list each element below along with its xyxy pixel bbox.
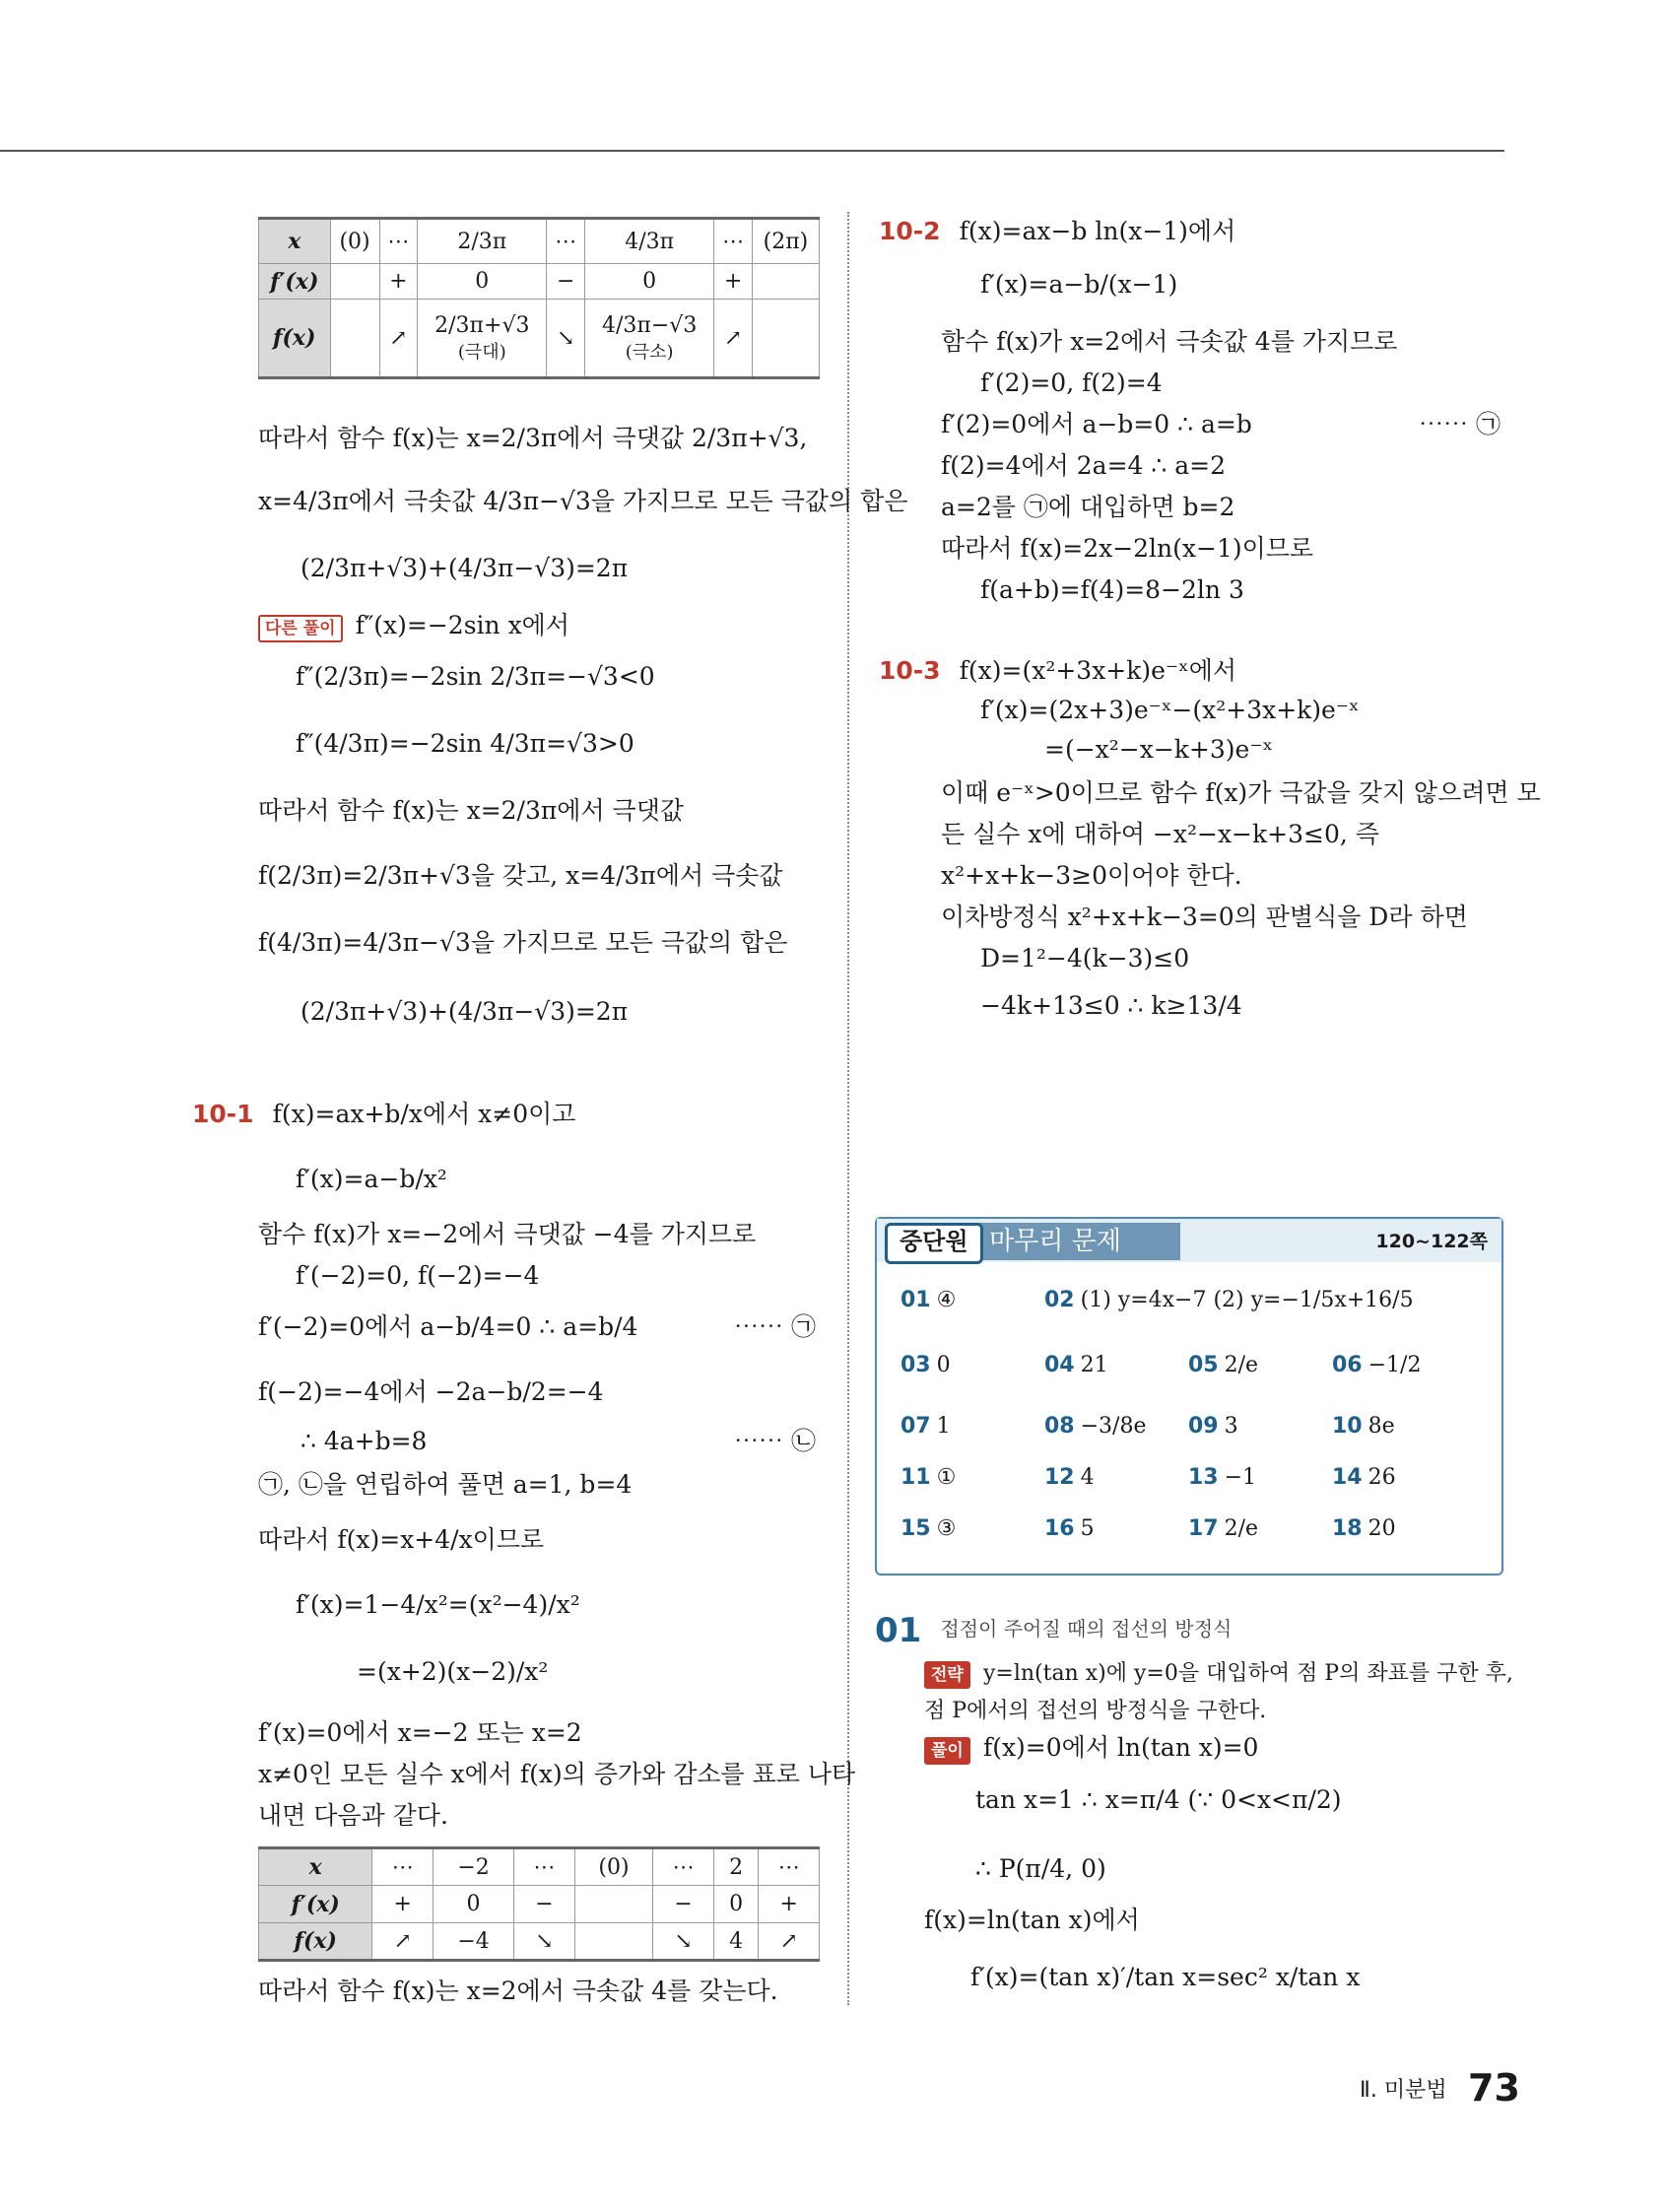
- cell: 0: [418, 264, 547, 300]
- text-line: 따라서 함수 f(x)는 x=2/3π에서 극댓값 2/3π+√3,: [258, 424, 808, 452]
- cell: +: [714, 264, 753, 300]
- text-line: x²+x+k−3≥0이어야 한다.: [941, 861, 1242, 890]
- cell: [574, 1886, 653, 1923]
- equation: f(−2)=−4에서 −2a−b/2=−4: [258, 1377, 604, 1406]
- solution-tag: 풀이: [924, 1737, 970, 1765]
- answer-value: 1: [936, 1414, 951, 1439]
- answer-number: 15: [901, 1516, 931, 1541]
- text-line: x=4/3π에서 극솟값 4/3π−√3을 가지므로 모든 극값의 합은: [258, 487, 908, 515]
- cell: 0: [585, 264, 714, 300]
- answer-number: 02: [1044, 1288, 1075, 1312]
- text-line: 내면 다음과 같다.: [258, 1801, 448, 1830]
- equation: ∴ P(π/4, 0): [975, 1854, 1106, 1883]
- answer-value: 2/e: [1224, 1516, 1259, 1541]
- cell-note: (극대): [457, 341, 506, 363]
- cell: −2: [433, 1848, 513, 1886]
- equation: f′(x)=(tan x)′/tan x=sec² x/tan x: [970, 1963, 1361, 1991]
- cell: [574, 1923, 653, 1961]
- answer-number: 04: [1044, 1353, 1075, 1377]
- text-line: x≠0인 모든 실수 x에서 f(x)의 증가와 감소를 표로 나타: [258, 1760, 856, 1788]
- equation: f′(x)=a−b/(x−1): [980, 270, 1178, 299]
- section-01-header: [875, 1611, 1232, 1650]
- column-divider: [847, 212, 849, 2005]
- equation: f′(x)=(2x+3)e⁻ˣ−(x²+3x+k)e⁻ˣ: [980, 696, 1360, 724]
- cell: −: [653, 1886, 714, 1923]
- section-number: 01: [875, 1611, 922, 1650]
- equation: f(x)=0에서 ln(tan x)=0: [982, 1733, 1259, 1762]
- cell: 4/3π: [585, 219, 714, 264]
- text-line: a=2를 ㉠에 대입하면 b=2: [941, 493, 1235, 521]
- text-line: ㉠, ㉡을 연립하여 풀면 a=1, b=4: [258, 1470, 633, 1499]
- cell: ↗: [372, 1923, 434, 1961]
- answer-item: [901, 1516, 956, 1541]
- answer-item: [1188, 1465, 1256, 1490]
- table-2-row-fprime: [259, 1886, 820, 1923]
- chapter-label: Ⅱ. 미분법: [1360, 2078, 1447, 2103]
- cell: (0): [330, 219, 379, 264]
- equation: tan x=1 ∴ x=π/4 (∵ 0<x<π/2): [975, 1785, 1342, 1814]
- equation: f′(−2)=0, f(−2)=−4: [296, 1261, 540, 1290]
- answer-item: [901, 1288, 956, 1312]
- table-1-row-f: [259, 300, 820, 378]
- answer-item: [1044, 1414, 1146, 1439]
- answer-value: ③: [936, 1516, 957, 1541]
- answer-number: 18: [1332, 1516, 1363, 1541]
- problem-10-2: [879, 215, 1235, 248]
- cell: −4: [433, 1923, 513, 1961]
- answer-value: 26: [1368, 1465, 1396, 1490]
- answer-number: 13: [1188, 1465, 1219, 1490]
- answer-item: [901, 1353, 951, 1377]
- alt-solution: [258, 609, 569, 642]
- cell: ⋯: [653, 1848, 714, 1886]
- answer-number: 17: [1188, 1516, 1219, 1541]
- label-b: ⋯⋯ ㉡: [734, 1427, 816, 1455]
- cell: 0: [433, 1886, 513, 1923]
- cell: f′(x): [259, 264, 331, 300]
- problem-number: 10-3: [879, 656, 941, 685]
- text-line: 점 P에서의 접선의 방정식을 구한다.: [924, 1699, 1267, 1723]
- cell: ⋯: [514, 1848, 575, 1886]
- answer-value: −1: [1224, 1465, 1257, 1490]
- table-1-row-x: [259, 219, 820, 264]
- answer-item: [1332, 1465, 1396, 1490]
- answer-number: 06: [1332, 1353, 1363, 1377]
- equation: (2/3π+√3)+(4/3π−√3)=2π: [300, 997, 629, 1026]
- text-line: y=ln(tan x)에 y=0을 대입하여 점 P의 좌표를 구한 후,: [982, 1661, 1513, 1686]
- equation: D=1²−4(k−3)≤0: [980, 944, 1190, 972]
- label-a: ⋯⋯ ㉠: [1419, 410, 1501, 438]
- cell: f(x): [259, 1923, 372, 1961]
- answer-value: ①: [936, 1465, 957, 1490]
- answer-item: [1332, 1516, 1396, 1541]
- answer-number: 03: [901, 1353, 931, 1377]
- equation: ∴ 4a+b=8: [300, 1427, 428, 1455]
- cell: ⋯: [379, 219, 418, 264]
- text-line: f(2/3π)=2/3π+√3을 갖고, x=4/3π에서 극솟값: [258, 861, 783, 890]
- answer-number: 05: [1188, 1353, 1219, 1377]
- text-line: 따라서 f(x)=2x−2ln(x−1)이므로: [941, 534, 1314, 563]
- table-1-row-fprime: [259, 264, 820, 300]
- equation: f″(2/3π)=−2sin 2/3π=−√3<0: [296, 662, 655, 691]
- answer-number: 12: [1044, 1465, 1075, 1490]
- text-line: 이때 e⁻ˣ>0이므로 함수 f(x)가 극값을 갖지 않으려면 모: [941, 778, 1541, 807]
- answer-value: 4: [1080, 1465, 1095, 1490]
- text-line: 함수 f(x)가 x=−2에서 극댓값 −4를 가지므로: [258, 1220, 757, 1248]
- answer-number: 11: [901, 1465, 931, 1490]
- cell: x: [259, 219, 331, 264]
- equation: (2/3π+√3)+(4/3π−√3)=2π: [300, 554, 629, 582]
- equation: f′(x)=a−b/x²: [296, 1165, 447, 1193]
- text-line: f″(x)=−2sin x에서: [355, 611, 569, 639]
- answer-item: [1332, 1353, 1421, 1377]
- answer-box-subtitle: 마무리 문제: [975, 1223, 1180, 1260]
- answer-box-header: [877, 1219, 1501, 1262]
- answer-item: [1188, 1414, 1238, 1439]
- answer-value: 2/e: [1224, 1353, 1259, 1377]
- equation: −4k+13≤0 ∴ k≥13/4: [980, 991, 1242, 1020]
- answer-number: 16: [1044, 1516, 1075, 1541]
- cell: +: [372, 1886, 434, 1923]
- text-line: f(x)=ln(tan x)에서: [924, 1906, 1140, 1934]
- text-line: f(x)=ax−b ln(x−1)에서: [959, 217, 1236, 245]
- cell: ↗: [714, 300, 753, 378]
- cell: (0): [574, 1848, 653, 1886]
- cell: ⋯: [714, 219, 753, 264]
- equation: f′(x)=0에서 x=−2 또는 x=2: [258, 1718, 582, 1747]
- cell: ↘: [514, 1923, 575, 1961]
- cell: +: [379, 264, 418, 300]
- top-rule: [0, 150, 1504, 152]
- answer-value: (1) y=4x−7 (2) y=−1/5x+16/5: [1080, 1288, 1414, 1312]
- strategy-tag: 전략: [924, 1661, 970, 1689]
- cell-note: (극소): [625, 341, 674, 363]
- answer-item: [1188, 1516, 1258, 1541]
- text-line: 든 실수 x에 대하여 −x²−x−k+3≤0, 즉: [941, 820, 1379, 848]
- strategy: [924, 1657, 1513, 1691]
- cell: [752, 300, 819, 378]
- text-line: f(x)=(x²+3x+k)e⁻ˣ에서: [959, 656, 1237, 685]
- answer-value: 8e: [1368, 1414, 1395, 1439]
- answer-value: −1/2: [1368, 1353, 1422, 1377]
- cell: [418, 300, 547, 378]
- label-a: ⋯⋯ ㉠: [734, 1312, 816, 1341]
- answer-number: 14: [1332, 1465, 1363, 1490]
- cell: [585, 300, 714, 378]
- problem-number: 10-1: [192, 1100, 254, 1128]
- cell-value: 2/3π+√3: [434, 312, 530, 338]
- cell: 2: [713, 1848, 759, 1886]
- cell: ↘: [547, 300, 585, 378]
- cell-value: 4/3π−√3: [602, 312, 698, 338]
- cell: 4: [713, 1923, 759, 1961]
- problem-number: 10-2: [879, 217, 941, 245]
- cell: ⋯: [547, 219, 585, 264]
- text-line: 이차방정식 x²+x+k−3=0의 판별식을 D라 하면: [941, 903, 1468, 931]
- equation: f′(2)=0에서 a−b=0 ∴ a=b: [941, 410, 1252, 438]
- answer-value: −3/8e: [1080, 1414, 1147, 1439]
- cell: [752, 264, 819, 300]
- equation: =(x+2)(x−2)/x²: [357, 1657, 549, 1686]
- text-line: 따라서 f(x)=x+4/x이므로: [258, 1525, 545, 1554]
- equation: f(2)=4에서 2a=4 ∴ a=2: [941, 451, 1226, 480]
- cell: +: [759, 1886, 820, 1923]
- answer-item: [1044, 1353, 1108, 1377]
- equation: f′(−2)=0에서 a−b/4=0 ∴ a=b/4: [258, 1312, 638, 1341]
- cell: −: [547, 264, 585, 300]
- answer-item: [1044, 1465, 1095, 1490]
- page-number: 73: [1468, 2066, 1520, 2110]
- problem-10-3: [879, 654, 1236, 688]
- table-1: [258, 217, 820, 379]
- cell: f(x): [259, 300, 331, 378]
- answer-box-pages: 120~122쪽: [1375, 1231, 1488, 1252]
- answer-number: 01: [901, 1288, 931, 1312]
- cell: 0: [713, 1886, 759, 1923]
- answer-value: 20: [1368, 1516, 1396, 1541]
- answer-item: [1044, 1288, 1414, 1312]
- cell: (2π): [752, 219, 819, 264]
- cell: [330, 264, 379, 300]
- answer-item: [901, 1465, 956, 1490]
- answer-item: [1332, 1414, 1395, 1439]
- answer-box-title: 중단원: [885, 1223, 983, 1264]
- cell: [330, 300, 379, 378]
- alt-solution-tag: 다른 풀이: [258, 615, 343, 642]
- answer-number: 10: [1332, 1414, 1363, 1439]
- equation: f′(x)=1−4/x²=(x²−4)/x²: [296, 1590, 580, 1619]
- answer-value: 3: [1224, 1414, 1238, 1439]
- answer-number: 07: [901, 1414, 931, 1439]
- text-line: 따라서 함수 f(x)는 x=2에서 극솟값 4를 갖는다.: [258, 1977, 778, 2005]
- cell: ↘: [653, 1923, 714, 1961]
- text-line: 함수 f(x)가 x=2에서 극솟값 4를 가지므로: [941, 327, 1398, 356]
- cell: x: [259, 1848, 372, 1886]
- table-2-row-x: [259, 1848, 820, 1886]
- solution: [924, 1731, 1258, 1765]
- cell: f′(x): [259, 1886, 372, 1923]
- answer-item: [901, 1414, 951, 1439]
- answer-box: [875, 1217, 1503, 1575]
- section-title: 접점이 주어질 때의 접선의 방정식: [940, 1617, 1233, 1641]
- cell: −: [514, 1886, 575, 1923]
- cell: ⋯: [759, 1848, 820, 1886]
- cell: 2/3π: [418, 219, 547, 264]
- answer-value: 5: [1080, 1516, 1095, 1541]
- answer-item: [1044, 1516, 1095, 1541]
- cell: ⋯: [372, 1848, 434, 1886]
- answer-item: [1188, 1353, 1258, 1377]
- answer-value: ④: [936, 1288, 957, 1312]
- cell: ↗: [379, 300, 418, 378]
- answer-value: 21: [1080, 1353, 1108, 1377]
- text-line: 따라서 함수 f(x)는 x=2/3π에서 극댓값: [258, 796, 685, 825]
- table-2-row-f: [259, 1923, 820, 1961]
- equation: f(a+b)=f(4)=8−2ln 3: [980, 575, 1244, 604]
- cell: ↗: [759, 1923, 820, 1961]
- equation: =(−x²−x−k+3)e⁻ˣ: [1044, 735, 1274, 764]
- equation: f′(2)=0, f(2)=4: [980, 369, 1163, 397]
- text-line: f(x)=ax+b/x에서 x≠0이고: [272, 1100, 576, 1128]
- text-line: f(4/3π)=4/3π−√3을 가지므로 모든 극값의 합은: [258, 928, 788, 957]
- equation: f″(4/3π)=−2sin 4/3π=√3>0: [296, 729, 634, 758]
- answer-value: 0: [936, 1353, 951, 1377]
- problem-10-1: [192, 1098, 575, 1131]
- answer-number: 09: [1188, 1414, 1219, 1439]
- table-2: [258, 1846, 820, 1962]
- answer-number: 08: [1044, 1414, 1075, 1439]
